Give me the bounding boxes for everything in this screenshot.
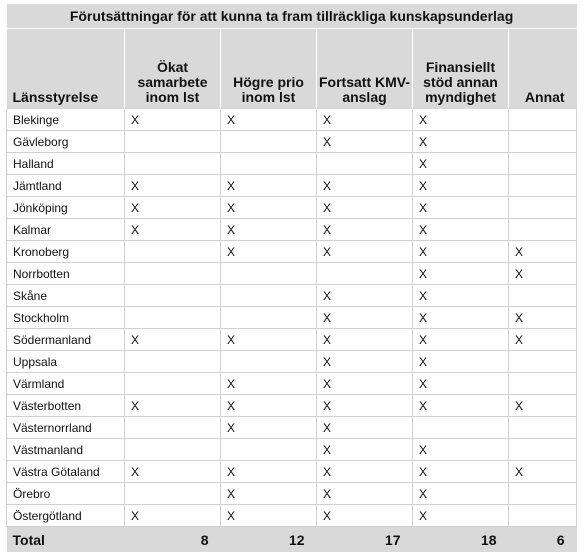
- check-cell: [509, 351, 577, 373]
- table-row: [7, 395, 577, 417]
- check-cell: [125, 417, 221, 439]
- total-row: [7, 527, 577, 553]
- check-cell: X: [413, 483, 509, 505]
- check-cell: X: [317, 175, 413, 197]
- total-value: 12: [221, 527, 317, 553]
- table-row: [7, 461, 577, 483]
- check-cell: X: [221, 175, 317, 197]
- table-row: [7, 483, 577, 505]
- check-cell: X: [317, 395, 413, 417]
- check-cell: X: [413, 461, 509, 483]
- column-header-okat-samarbete: Ökat samarbete inom lst: [125, 29, 221, 110]
- check-cell: [125, 285, 221, 307]
- check-cell: X: [221, 241, 317, 263]
- check-cell: X: [509, 329, 577, 351]
- check-cell: X: [317, 461, 413, 483]
- check-cell: X: [317, 197, 413, 219]
- check-cell: X: [317, 285, 413, 307]
- column-header-annat: Annat: [509, 29, 577, 110]
- check-cell: X: [317, 241, 413, 263]
- county-name-cell: Södermanland: [7, 329, 125, 351]
- county-name-cell: Halland: [7, 153, 125, 175]
- check-cell: [509, 439, 577, 461]
- table-row: [7, 197, 577, 219]
- check-cell: [125, 439, 221, 461]
- check-cell: [221, 351, 317, 373]
- county-name-cell: Gävleborg: [7, 131, 125, 153]
- check-cell: X: [413, 329, 509, 351]
- check-cell: X: [413, 263, 509, 285]
- check-cell: X: [413, 153, 509, 175]
- check-cell: X: [317, 131, 413, 153]
- check-cell: X: [125, 395, 221, 417]
- check-cell: [125, 131, 221, 153]
- check-cell: X: [125, 197, 221, 219]
- county-name-cell: Värmland: [7, 373, 125, 395]
- check-cell: X: [413, 395, 509, 417]
- check-cell: X: [413, 197, 509, 219]
- column-header-hogre-prio: Högre prio inom lst: [221, 29, 317, 110]
- check-cell: [509, 417, 577, 439]
- check-cell: X: [125, 175, 221, 197]
- check-cell: X: [317, 307, 413, 329]
- check-cell: [317, 153, 413, 175]
- check-cell: X: [221, 109, 317, 131]
- header-row: [7, 29, 577, 110]
- check-cell: X: [413, 373, 509, 395]
- check-cell: X: [317, 329, 413, 351]
- column-header-finansiellt-stod: Finansiellt stöd annan myndighet: [413, 29, 509, 110]
- table-row: [7, 505, 577, 527]
- check-cell: [509, 505, 577, 527]
- check-cell: [509, 109, 577, 131]
- county-name-cell: Stockholm: [7, 307, 125, 329]
- check-cell: [221, 131, 317, 153]
- check-cell: [125, 373, 221, 395]
- check-cell: [509, 219, 577, 241]
- check-cell: X: [413, 175, 509, 197]
- total-value: 18: [413, 527, 509, 553]
- check-cell: X: [509, 395, 577, 417]
- check-cell: [221, 285, 317, 307]
- table-row: [7, 285, 577, 307]
- table-title: Förutsättningar för att kunna ta fram tillräckliga kunskapsunderlag: [7, 4, 577, 29]
- check-cell: X: [413, 285, 509, 307]
- check-cell: X: [125, 505, 221, 527]
- check-cell: X: [509, 307, 577, 329]
- check-cell: X: [413, 351, 509, 373]
- county-name-cell: Kalmar: [7, 219, 125, 241]
- total-label: Total: [7, 527, 125, 553]
- check-cell: X: [413, 439, 509, 461]
- check-cell: X: [413, 109, 509, 131]
- check-cell: X: [317, 505, 413, 527]
- total-value: 6: [509, 527, 577, 553]
- check-cell: X: [317, 351, 413, 373]
- county-name-cell: Västerbotten: [7, 395, 125, 417]
- county-name-cell: Västmanland: [7, 439, 125, 461]
- county-name-cell: Östergötland: [7, 505, 125, 527]
- check-cell: [125, 263, 221, 285]
- check-cell: [413, 417, 509, 439]
- check-cell: [125, 483, 221, 505]
- check-cell: [317, 263, 413, 285]
- check-cell: X: [413, 131, 509, 153]
- requirements-table: [6, 4, 577, 552]
- table-row: [7, 241, 577, 263]
- check-cell: X: [221, 461, 317, 483]
- total-value: 17: [317, 527, 413, 553]
- check-cell: X: [317, 373, 413, 395]
- check-cell: X: [509, 263, 577, 285]
- county-name-cell: Jämtland: [7, 175, 125, 197]
- check-cell: [125, 241, 221, 263]
- table-row: [7, 307, 577, 329]
- check-cell: X: [509, 241, 577, 263]
- county-name-cell: Uppsala: [7, 351, 125, 373]
- column-header-fortsatt-kmv: Fortsatt KMV-anslag: [317, 29, 413, 110]
- check-cell: X: [125, 329, 221, 351]
- check-cell: X: [317, 417, 413, 439]
- check-cell: [509, 197, 577, 219]
- table-row: [7, 263, 577, 285]
- check-cell: X: [125, 109, 221, 131]
- check-cell: X: [509, 461, 577, 483]
- county-name-cell: Kronoberg: [7, 241, 125, 263]
- check-cell: X: [317, 219, 413, 241]
- county-name-cell: Västra Götaland: [7, 461, 125, 483]
- table-row: [7, 131, 577, 153]
- check-cell: X: [317, 109, 413, 131]
- table-row: [7, 329, 577, 351]
- check-cell: X: [413, 505, 509, 527]
- check-cell: [221, 439, 317, 461]
- table-row: [7, 109, 577, 131]
- county-name-cell: Örebro: [7, 483, 125, 505]
- check-cell: X: [221, 395, 317, 417]
- check-cell: [509, 373, 577, 395]
- table-row: [7, 153, 577, 175]
- check-cell: X: [125, 461, 221, 483]
- check-cell: [221, 153, 317, 175]
- check-cell: [509, 131, 577, 153]
- check-cell: X: [413, 219, 509, 241]
- check-cell: X: [221, 197, 317, 219]
- check-cell: X: [221, 329, 317, 351]
- check-cell: X: [221, 417, 317, 439]
- check-cell: [125, 351, 221, 373]
- check-cell: X: [317, 483, 413, 505]
- check-cell: [221, 307, 317, 329]
- check-cell: [509, 175, 577, 197]
- check-cell: X: [221, 505, 317, 527]
- check-cell: [509, 483, 577, 505]
- check-cell: [125, 307, 221, 329]
- county-name-cell: Blekinge: [7, 109, 125, 131]
- county-name-cell: Jönköping: [7, 197, 125, 219]
- table-row: [7, 439, 577, 461]
- check-cell: [125, 153, 221, 175]
- table-row: [7, 351, 577, 373]
- check-cell: X: [413, 241, 509, 263]
- check-cell: [221, 263, 317, 285]
- check-cell: X: [125, 219, 221, 241]
- county-name-cell: Norrbotten: [7, 263, 125, 285]
- check-cell: X: [221, 483, 317, 505]
- check-cell: X: [221, 219, 317, 241]
- county-name-cell: Västernorrland: [7, 417, 125, 439]
- check-cell: X: [221, 373, 317, 395]
- table-row: [7, 219, 577, 241]
- table-row: [7, 417, 577, 439]
- check-cell: X: [317, 439, 413, 461]
- table-row: [7, 175, 577, 197]
- table-body: [7, 109, 577, 527]
- check-cell: [509, 153, 577, 175]
- county-name-cell: Skåne: [7, 285, 125, 307]
- total-value: 8: [125, 527, 221, 553]
- column-header-lansstyrelse: Länsstyrelse: [7, 29, 125, 110]
- check-cell: [509, 285, 577, 307]
- check-cell: X: [413, 307, 509, 329]
- table-row: [7, 373, 577, 395]
